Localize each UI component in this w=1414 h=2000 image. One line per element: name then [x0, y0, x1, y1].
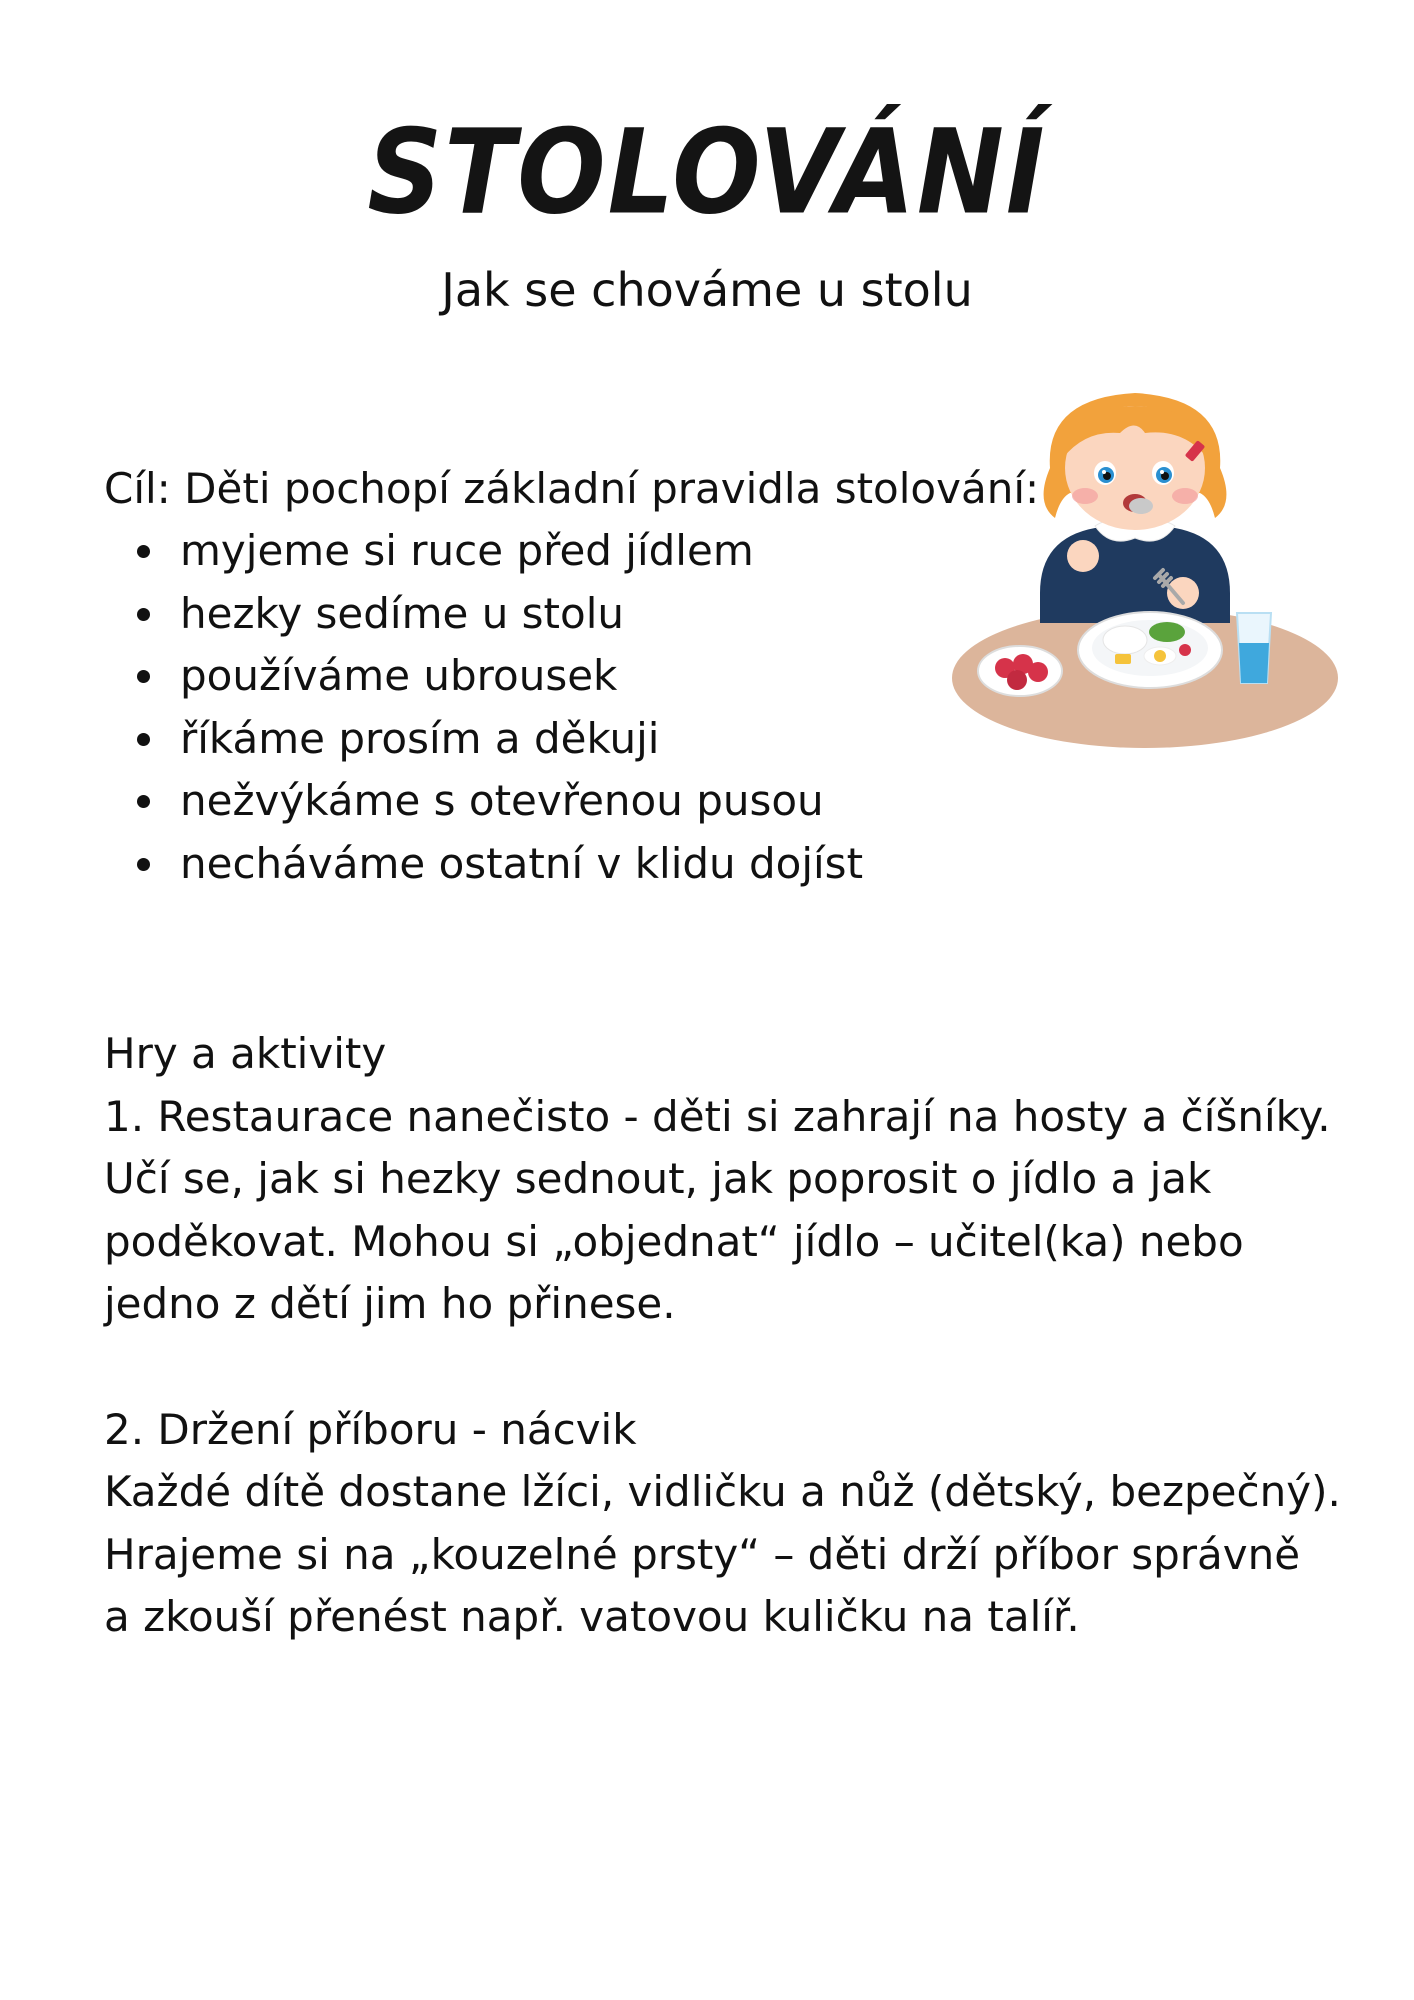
page-subtitle: Jak se chováme u stolu: [441, 263, 973, 317]
list-item: [104, 833, 863, 896]
activity-1-title: 1. Restaurace nanečisto - děti si zahrají na hosty a číšníky.: [104, 1091, 1331, 1141]
list-item-text: říkáme prosím a děkuji: [180, 713, 660, 763]
list-item: [104, 583, 863, 646]
activities-heading: Hry a aktivity: [104, 1029, 387, 1078]
list-item-text: hezky sedíme u stolu: [180, 588, 624, 638]
activity-1-text: poděkovat. Mohou si „objednat“ jídlo – učitel(ka) nebo: [104, 1216, 1244, 1266]
page-title: STOLOVÁNÍ: [367, 103, 1047, 241]
bullet-icon: [137, 795, 150, 808]
list-item: [104, 770, 863, 833]
spoon-shape: [1129, 498, 1153, 514]
bullet-icon: [137, 858, 150, 871]
activity-1-text: Učí se, jak si hezky sednout, jak poprosit o jídlo a jak: [104, 1154, 1212, 1204]
activity-2-text: a zkouší přenést např. vatovou kuličku na talíř.: [104, 1592, 1080, 1642]
list-item: [104, 708, 863, 771]
activity-2-text: Každé dítě dostane lžíci, vidličku a nůž (dětský, bezpečný).: [104, 1467, 1341, 1517]
activity-2-text: Hrajeme si na „kouzelné prsty“ – děti drží příbor správně: [104, 1529, 1301, 1579]
rice-shape: [1103, 626, 1147, 654]
bullet-icon: [137, 545, 150, 558]
list-item: [104, 645, 863, 708]
list-item-text: necháváme ostatní v klidu dojíst: [180, 838, 864, 888]
greens-shape: [1149, 622, 1185, 642]
activity-2-title: 2. Držení příboru - nácvik: [104, 1404, 637, 1454]
bullet-icon: [137, 670, 150, 683]
shirt-shape: [1040, 528, 1230, 623]
list-item: [104, 520, 863, 583]
paragraph-gap: [104, 1336, 1334, 1399]
girl-eating-at-table-icon: [945, 388, 1340, 758]
list-item-text: myjeme si ruce před jídlem: [180, 526, 754, 575]
bullet-icon: [137, 733, 150, 746]
list-item-text: nežvýkáme s otevřenou pusou: [180, 776, 824, 826]
list-item-text: používáme ubrousek: [180, 651, 618, 701]
bullet-icon: [137, 608, 150, 621]
goal-intro: Cíl: Děti pochopí základní pravidla stolování:: [104, 464, 1040, 513]
goal-list: [104, 520, 863, 896]
cheese-shape: [1115, 654, 1131, 664]
activity-1-text: jedno z dětí jim ho přinese.: [104, 1279, 676, 1329]
cheek-shape: [1072, 488, 1098, 504]
hand-shape: [1067, 540, 1099, 572]
cheek-shape: [1172, 488, 1198, 504]
activities-section: [104, 1023, 1341, 1649]
